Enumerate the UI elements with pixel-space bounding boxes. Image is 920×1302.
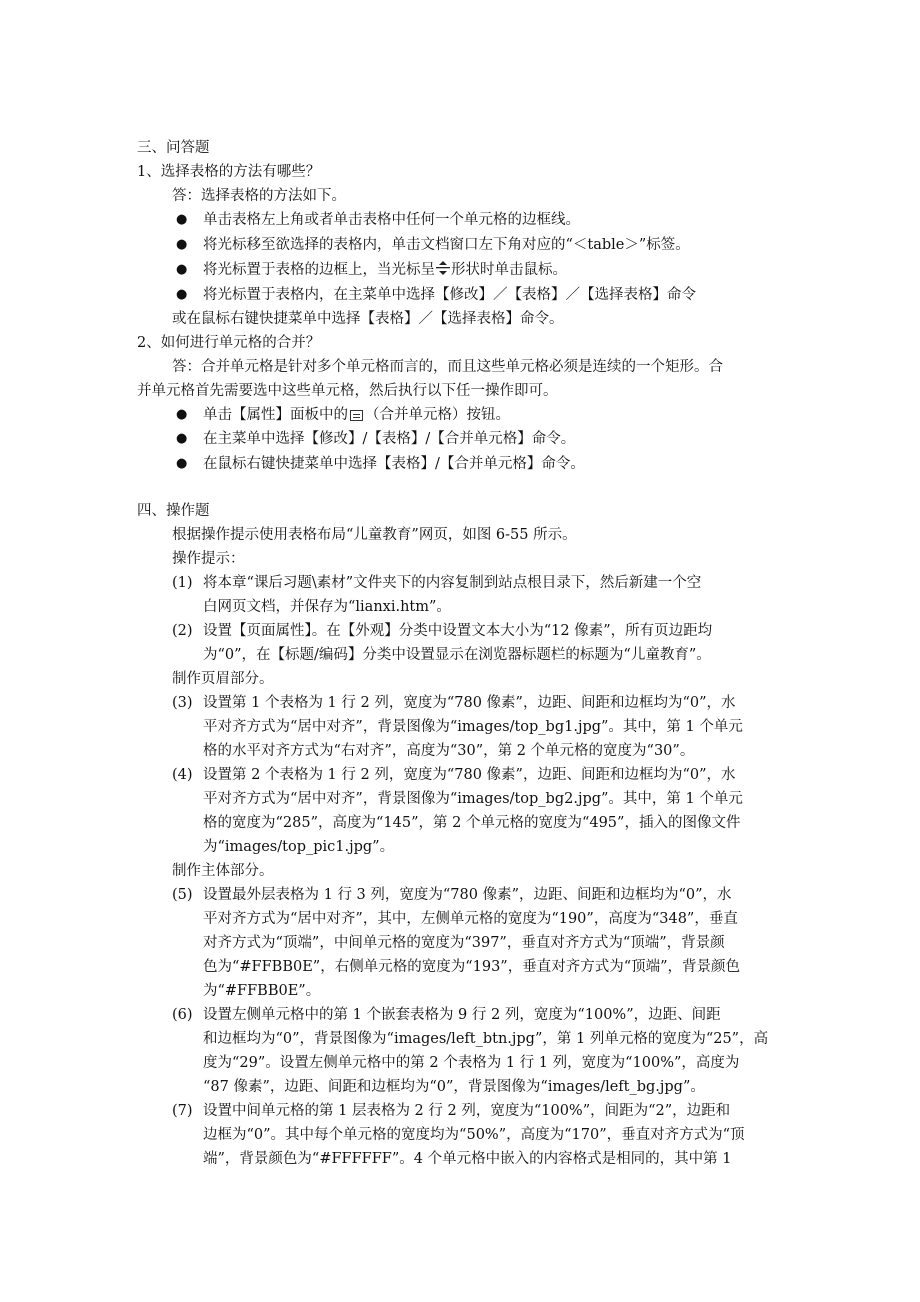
- step-number: (4): [172, 767, 193, 783]
- q1-bullet-3-part2: 形状时单击鼠标。: [451, 262, 567, 278]
- bullet-dot: ●: [176, 237, 188, 252]
- section3-heading: 三、问答题: [137, 140, 210, 156]
- step-7-line-3: 端”，背景颜色为“#FFFFFF”。4 个单元格中嵌入的内容格式是相同的，其中第 1: [203, 1151, 732, 1167]
- bullet-dot: ●: [176, 431, 188, 446]
- step-5-line-2: 平对齐方式为“居中对齐”，其中，左侧单元格的宽度为“190”，高度为“348”，垂直: [203, 911, 738, 927]
- bullet-dot: ●: [176, 456, 188, 471]
- q1-bullet-3-part1: 将光标置于表格的边框上，当光标呈: [203, 262, 435, 278]
- bullet-dot: ●: [176, 212, 188, 227]
- bullet-dot: ●: [176, 407, 188, 422]
- section4-intro: 根据操作提示使用表格布局“儿童教育”网页，如图 6-55 所示。: [172, 527, 577, 543]
- step-number: (7): [172, 1103, 193, 1119]
- step-number: (5): [172, 887, 193, 903]
- step-4-line-3: 格的宽度为“285”，高度为“145”，第 2 个单元格的宽度为“495”，插入的图像文件: [203, 815, 741, 831]
- step-1-line-1: 将本章“课后习题\素材”文件夹下的内容复制到站点根目录下，然后新建一个空: [203, 575, 702, 591]
- hint-label: 操作提示：: [172, 551, 245, 567]
- step-3-line-1: 设置第 1 个表格为 1 行 2 列，宽度为“780 像素”，边距、间距和边框均为“0”，水: [203, 695, 736, 711]
- header-part-label: 制作页眉部分。: [172, 671, 274, 687]
- q1-answer-intro: 答：选择表格的方法如下。: [172, 188, 346, 204]
- step-6-line-4: “87 像素”，边距、间距和边框均为“0”，背景图像为“images/left_bg.jpg”。: [203, 1079, 705, 1095]
- q2-answer-line1: 答：合并单元格是针对多个单元格而言的，而且这些单元格必须是连续的一个矩形。合: [172, 359, 723, 375]
- step-number: (1): [172, 575, 193, 591]
- q2-bullet-1-part2: （合并单元格）按钮。: [365, 407, 510, 423]
- q2-question: 2、如何进行单元格的合并？: [137, 335, 321, 351]
- q2-bullet-2: 在主菜单中选择【修改】/【表格】/【合并单元格】命令。: [203, 431, 576, 447]
- step-6-line-1: 设置左侧单元格中的第 1 个嵌套表格为 9 行 2 列，宽度为“100%”，边距、间距: [203, 1007, 721, 1023]
- step-6-line-2: 和边框均为“0”，背景图像为“images/left_btn.jpg”，第 1 列单元格的宽度为“25”，高: [203, 1031, 769, 1047]
- step-4-line-2: 平对齐方式为“居中对齐”，背景图像为“images/top_bg2.jpg”。其中，第 1 个单元: [203, 791, 743, 807]
- step-4-line-4: 为“images/top_pic1.jpg”。: [203, 839, 395, 855]
- step-3-line-2: 平对齐方式为“居中对齐”，背景图像为“images/top_bg1.jpg”。其中，第 1 个单元: [203, 719, 743, 735]
- step-4-line-1: 设置第 2 个表格为 1 行 2 列，宽度为“780 像素”，边距、间距和边框均为“0”，水: [203, 767, 736, 783]
- q1-bullet-4-cont: 或在鼠标右键快捷菜单中选择【表格】／【选择表格】命令。: [172, 311, 564, 327]
- step-5-line-3: 对齐方式为“顶端”，中间单元格的宽度为“397”，垂直对齐方式为“顶端”，背景颜: [203, 935, 725, 951]
- q1-bullet-2: 将光标移至欲选择的表格内，单击文档窗口左下角对应的“＜table＞”标签。: [203, 237, 690, 253]
- step-5-line-4: 色为“#FFBB0E”，右侧单元格的宽度为“193”，垂直对齐方式为“顶端”，背景颜色: [203, 959, 741, 975]
- q1-bullet-3: [203, 259, 567, 281]
- step-number: (6): [172, 1007, 193, 1023]
- body-part-label: 制作主体部分。: [172, 863, 274, 879]
- step-5-line-5: 为“#FFBB0E”。: [203, 983, 321, 999]
- q1-bullet-1: 单击表格左上角或者单击表格中任何一个单元格的边框线。: [203, 212, 580, 228]
- step-2-line-1: 设置【页面属性】。在【外观】分类中设置文本大小为“12 像素”，所有页边距均: [203, 623, 713, 639]
- resize-cursor-icon: [435, 260, 451, 276]
- step-6-line-3: 度为“29”。设置左侧单元格中的第 2 个表格为 1 行 1 列，宽度为“100%”，高度为: [203, 1055, 740, 1071]
- q2-bullet-1: [203, 404, 510, 426]
- step-number: (2): [172, 623, 193, 639]
- step-3-line-3: 格的水平对齐方式为“右对齐”，高度为“30”，第 2 个单元格的宽度为“30”。: [203, 743, 695, 759]
- section4-heading: 四、操作题: [137, 503, 210, 519]
- q1-bullet-4: 将光标置于表格内，在主菜单中选择【修改】／【表格】／【选择表格】命令: [203, 287, 696, 303]
- q2-answer-line2: 并单元格首先需要选中这些单元格，然后执行以下任一操作即可。: [137, 383, 558, 399]
- bullet-dot: ●: [176, 287, 188, 302]
- step-7-line-2: 边框为“0”。其中每个单元格的宽度均为“50%”，高度为“170”，垂直对齐方式为“顶: [203, 1127, 745, 1143]
- q2-bullet-3: 在鼠标右键快捷菜单中选择【表格】/【合并单元格】命令。: [203, 456, 585, 472]
- step-1-line-2: 白网页文档，并保存为“lianxi.htm”。: [203, 599, 451, 615]
- step-2-line-2: 为“0”，在【标题/编码】分类中设置显示在浏览器标题栏的标题为“儿童教育”。: [203, 647, 711, 663]
- step-number: (3): [172, 695, 193, 711]
- step-5-line-1: 设置最外层表格为 1 行 3 列，宽度为“780 像素”，边距、间距和边框均为“0”，水: [203, 887, 732, 903]
- q1-question: 1、选择表格的方法有哪些？: [137, 164, 321, 180]
- step-7-line-1: 设置中间单元格的第 1 层表格为 2 行 2 列，宽度为“100%”，间距为“2”，边距和: [203, 1103, 731, 1119]
- q2-bullet-1-part1: 单击【属性】面板中的: [203, 407, 348, 423]
- merge-cells-icon: [350, 410, 363, 421]
- bullet-dot: ●: [176, 262, 188, 277]
